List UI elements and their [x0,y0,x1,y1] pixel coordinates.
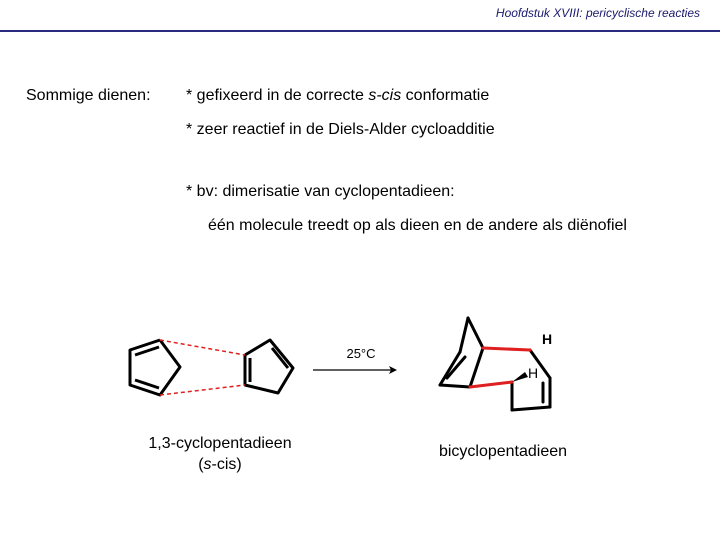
wedge-bond-top [530,340,540,350]
header-title: Hoofdstuk XVIII: pericyclische reacties [495,6,700,20]
caption-cyclopentadiene [120,433,320,475]
bond-highlights [470,348,530,387]
slide-label: Sommige dienen: [26,87,151,104]
caption-cis: -cis) [211,456,242,473]
dicyclopentadiene [440,318,553,410]
bullet-line-1-em: s-cis [368,87,402,104]
bullet-line-2: * zeer reactief in de Diels-Alder cycloadditie [186,121,495,138]
cyclopentadiene-right [245,340,293,393]
bullet-line-3: * bv: dimerisatie van cyclopentadieen: [186,183,455,200]
bullet-line-4: één molecule treedt op als dieen en de andere als diënofiel [208,217,627,234]
caption-bicyclopentadiene: bicyclopentadieen [438,443,568,460]
bullet-line-1-a: * gefixeerd in de correcte [186,87,369,104]
caption-s-italic: s [203,456,212,473]
bullet-line-1-b: conformatie [401,87,490,104]
caption-cyclopentadiene-line2 [120,454,320,475]
hydrogen-label-bottom: H [528,365,539,381]
wedge-bond-bottom [512,372,528,382]
interaction-dashes [160,340,245,395]
hydrogen-label-top: H [542,331,553,347]
caption-paren-open: ( [198,456,204,473]
cyclopentadiene-left [130,340,180,395]
reaction-arrow [313,366,397,374]
reaction-condition: 25°C [346,346,376,361]
caption-cyclopentadiene-line1: 1,3-cyclopentadieen [148,435,292,452]
